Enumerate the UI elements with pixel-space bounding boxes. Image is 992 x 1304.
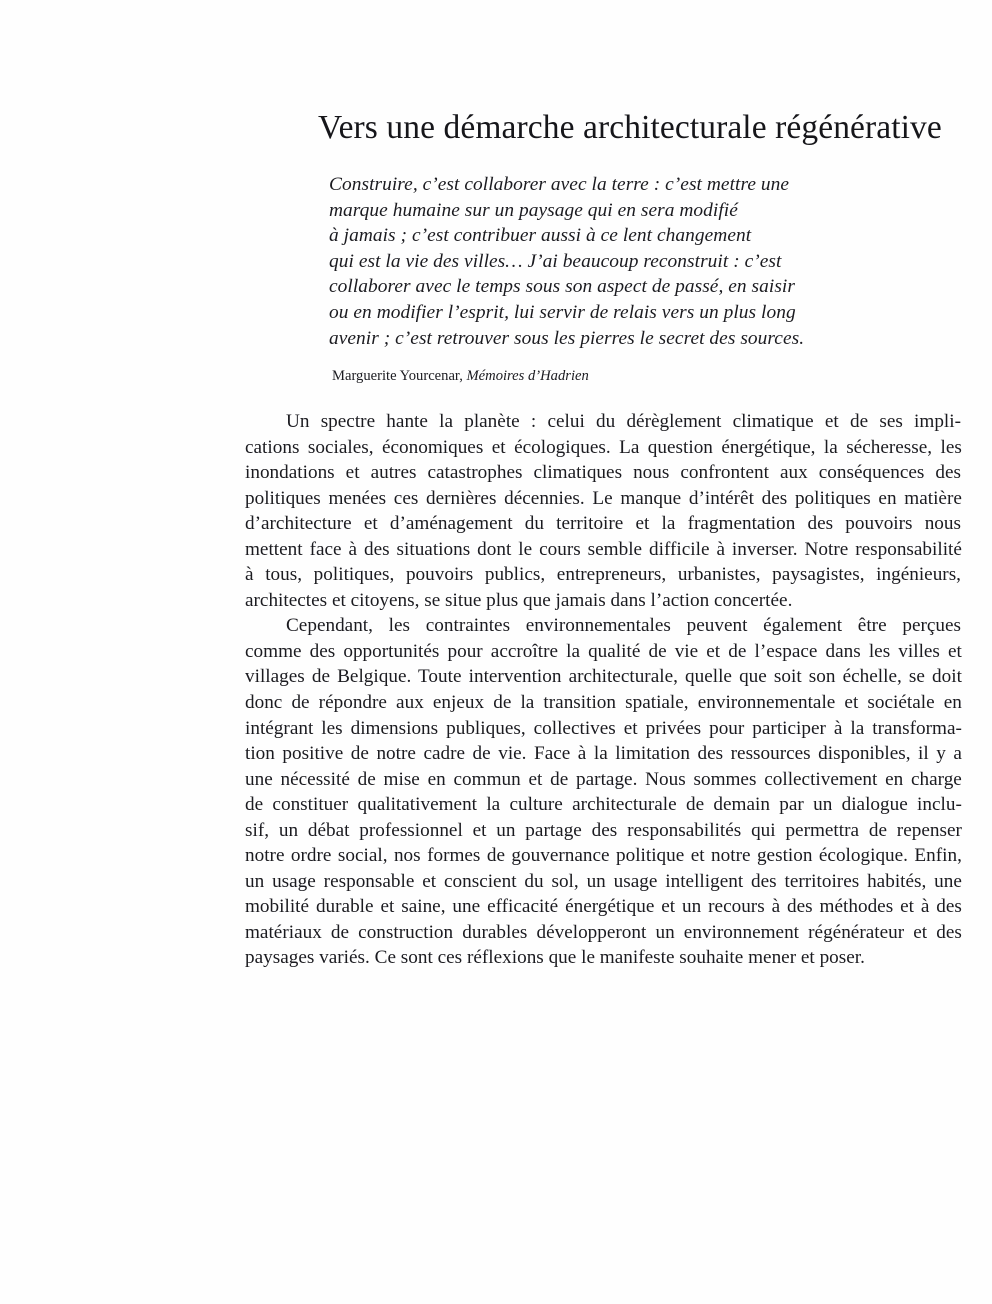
paragraph-line: à tous, politiques, pouvoirs publics, entrepreneurs, urbanistes, paysagistes, ingénieurs, xyxy=(245,564,961,586)
epigraph-line: collaborer avec le temps sous son aspect de passé, en saisir xyxy=(329,276,795,298)
paragraph-line xyxy=(245,409,961,435)
paragraph-line: paysages variés. Ce sont ces réflexions que le manifeste souhaite mener et poser. xyxy=(245,947,865,969)
epigraph-line: avenir ; c’est retrouver sous les pierres le secret des sources. xyxy=(329,327,805,349)
epigraph-line: à jamais ; c’est contribuer aussi à ce lent changement xyxy=(329,225,752,247)
paragraph-line: politiques menées ces dernières décennies. Le manque d’intérêt des politiques en matière xyxy=(245,487,962,509)
paragraph-line: intégrant les dimensions publiques, collectives et privées pour participer à la transforma- xyxy=(245,717,962,739)
epigraph-line: marque humaine sur un paysage qui en sera modifié xyxy=(329,199,738,221)
paragraph-line: d’architecture et d’aménagement du territoire et la fragmentation des pouvoirs nous xyxy=(245,513,961,535)
paragraph-line: sif, un débat professionnel et un partage des responsabilités qui permettra de repenser xyxy=(245,819,962,841)
paragraph-line: une nécessité de mise en commun et de partage. Nous sommes collectivement en charge xyxy=(245,768,962,790)
body-paragraph-1 xyxy=(245,409,961,613)
paragraph-line: mettent face à des situations dont le cours semble difficile à inverser. Notre responsabilité xyxy=(245,538,962,560)
paragraph-line: comme des opportunités pour accroître la qualité de vie et de l’espace dans les villes et xyxy=(245,640,962,662)
paragraph-line-text: Un spectre hante la planète : celui du dérèglement climatique et de ses impli- xyxy=(286,411,961,432)
paragraph-line: matériaux de construction durables développeront un environnement régénérateur et des xyxy=(245,921,962,943)
paragraph-line: inondations et autres catastrophes climatiques nous confrontent aux conséquences des xyxy=(245,462,961,484)
body-paragraph-2 xyxy=(245,613,961,971)
epigraph-line: ou en modifier l’esprit, lui servir de relais vers un plus long xyxy=(329,301,796,323)
paragraph-line: villages de Belgique. Toute intervention architecturale, quelle que soit son échelle, se doit xyxy=(245,666,962,688)
epigraph-line: qui est la vie des villes… J’ai beaucoup reconstruit : c’est xyxy=(329,250,782,272)
paragraph-line: mobilité durable et saine, une efficacité énergétique et un recours à des méthodes et à des xyxy=(245,896,962,918)
page-title: Vers une démarche architecturale régénérative xyxy=(318,109,942,147)
paragraph-line: tion positive de notre cadre de vie. Face à la limitation des ressources disponibles, il y a xyxy=(245,743,962,765)
paragraph-line: cations sociales, économiques et écologiques. La question énergétique, la sécheresse, les xyxy=(245,436,962,458)
body-copy xyxy=(245,409,961,971)
paragraph-line-text: Cependant, les contraintes environnementales peuvent également être perçues xyxy=(286,615,961,637)
paragraph-line xyxy=(245,613,961,639)
attribution-work-title: Mémoires d’Hadrien xyxy=(466,368,589,384)
attribution-author: Marguerite Yourcenar, xyxy=(332,368,467,384)
paragraph-line: architectes et citoyens, se situe plus que jamais dans l’action concertée. xyxy=(245,589,793,611)
paragraph-line: notre ordre social, nos formes de gouvernance politique et notre gestion écologique. Enfin, xyxy=(245,845,962,867)
epigraph-line: Construire, c’est collaborer avec la terre : c’est mettre une xyxy=(329,174,790,195)
paragraph-line: donc de répondre aux enjeux de la transition spatiale, environnementale et sociétale en xyxy=(245,692,962,714)
paragraph-line: un usage responsable et conscient du sol, un usage intelligent des territoires habités, une xyxy=(245,870,962,892)
epigraph-attribution xyxy=(332,366,589,386)
epigraph-block xyxy=(329,172,829,351)
paragraph-line: de constituer qualitativement la culture architecturale de demain par un dialogue inclu- xyxy=(245,794,962,816)
